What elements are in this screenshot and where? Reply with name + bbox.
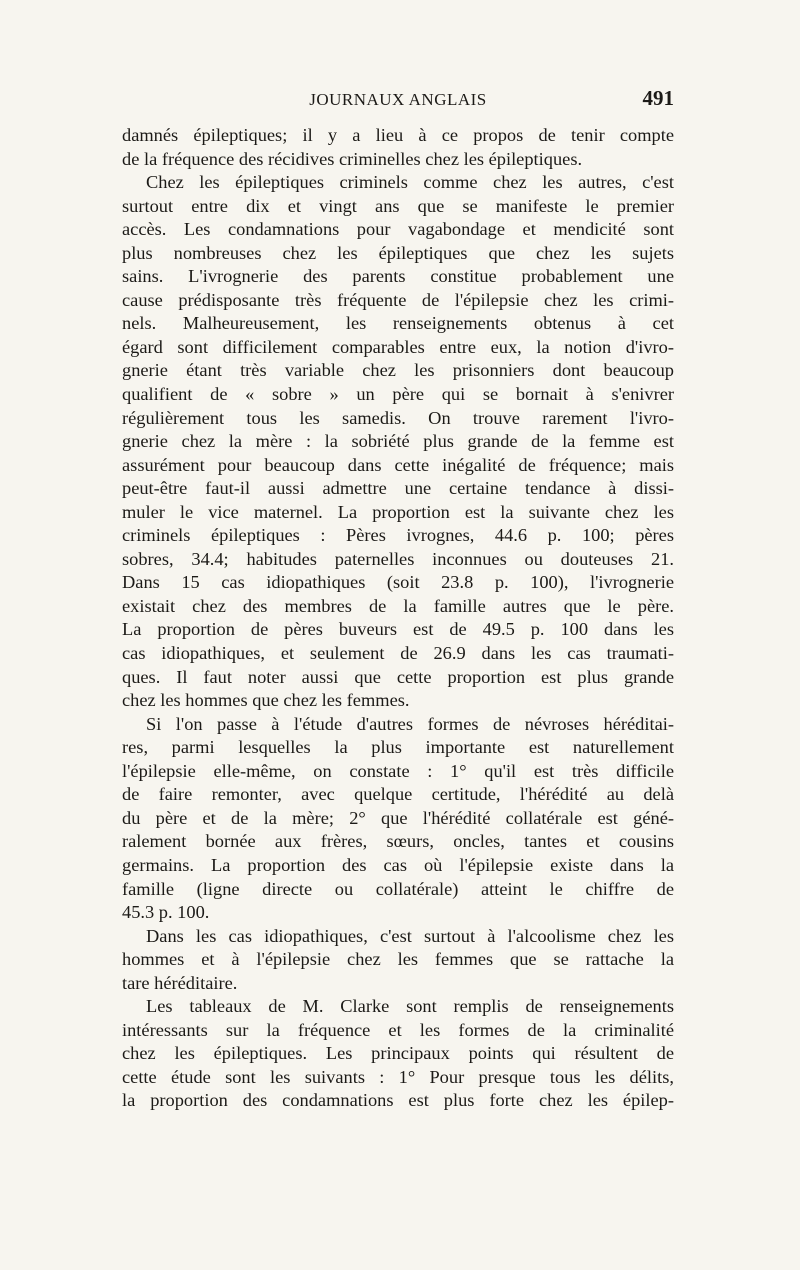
text-line: du père et de la mère; 2° que l'hérédité collatérale est géné-: [122, 807, 674, 828]
text-line: tare héréditaire.: [122, 972, 238, 993]
text-line: gnerie étant très variable chez les prisonniers dont beaucoup: [122, 360, 674, 381]
text-line: de la fréquence des récidives criminelles chez les épileptiques.: [122, 148, 583, 169]
text-line: ques. Il faut noter aussi que cette proportion est plus grande: [122, 666, 674, 687]
text-line: la proportion des condamnations est plus forte chez les épilep-: [122, 1090, 674, 1111]
text-line: criminels épileptiques : Pères ivrognes, 44.6 p. 100; pères: [122, 525, 674, 546]
text-line: cette étude sont les suivants : 1° Pour presque tous les délits,: [122, 1066, 674, 1087]
text-line: famille (ligne directe ou collatérale) atteint le chiffre de: [122, 878, 674, 899]
text-line: Si l'on passe à l'étude d'autres formes de névroses héréditai-: [146, 713, 674, 734]
text-line: cas idiopathiques, et seulement de 26.9 dans les cas traumati-: [122, 643, 674, 664]
text-line: damnés épileptiques; il y a lieu à ce propos de tenir compte: [122, 125, 674, 145]
text-line: cause prédisposante très fréquente de l'épilepsie chez les crimi-: [122, 289, 674, 310]
text-line: germains. La proportion des cas où l'épilepsie existe dans la: [122, 854, 674, 875]
text-line: plus nombreuses chez les épileptiques que chez les sujets: [122, 242, 674, 263]
text-line: chez les hommes que chez les femmes.: [122, 690, 410, 711]
text-line: hommes et à l'épilepsie chez les femmes que se rattache la: [122, 949, 674, 970]
page-header: [122, 86, 674, 114]
text-line: peut-être faut-il aussi admettre une certaine tendance à dissi-: [122, 478, 674, 499]
text-line: Dans les cas idiopathiques, c'est surtout à l'alcoolisme chez les: [146, 925, 674, 946]
text-line: gnerie chez la mère : la sobriété plus grande de la femme est: [122, 431, 674, 452]
text-line: surtout entre dix et vingt ans que se manifeste le premier: [122, 195, 674, 216]
text-line: ralement bornée aux frères, sœurs, oncles, tantes et cousins: [122, 831, 674, 852]
text-line: égard sont difficilement comparables entre eux, la notion d'ivro-: [122, 336, 674, 357]
running-title: JOURNAUX ANGLAIS: [309, 90, 487, 109]
page-number: 491: [642, 86, 674, 110]
text-line: de faire remonter, avec quelque certitude, l'hérédité au delà: [122, 784, 674, 805]
text-line: La proportion de pères buveurs est de 49.5 p. 100 dans les: [122, 619, 674, 640]
text-line: sobres, 34.4; habitudes paternelles inconnues ou douteuses 21.: [122, 548, 674, 569]
text-line: 45.3 p. 100.: [122, 902, 210, 923]
text-line: res, parmi lesquelles la plus importante est naturellement: [122, 737, 674, 758]
text-line: l'épilepsie elle-même, on constate : 1° qu'il est très difficile: [122, 760, 674, 781]
text-line: Dans 15 cas idiopathiques (soit 23.8 p. 100), l'ivrognerie: [122, 572, 674, 593]
text-line: Chez les épileptiques criminels comme chez les autres, c'est: [146, 172, 674, 193]
text-line: intéressants sur la fréquence et les formes de la criminalité: [122, 1019, 674, 1040]
text-line: assurément pour beaucoup dans cette inégalité de fréquence; mais: [122, 454, 674, 475]
text-line: existait chez des membres de la famille autres que le père.: [122, 595, 674, 616]
text-line: sains. L'ivrognerie des parents constitue probablement une: [122, 266, 674, 287]
text-line: qualifient de « sobre » un père qui se bornait à s'enivrer: [122, 384, 674, 405]
text-line: chez les épileptiques. Les principaux points qui résultent de: [122, 1043, 674, 1064]
text-line: Les tableaux de M. Clarke sont remplis de renseignements: [146, 996, 674, 1017]
text-line: muler le vice maternel. La proportion est la suivante chez les: [122, 501, 674, 522]
text-line: régulièrement tous les samedis. On trouve rarement l'ivro-: [122, 407, 674, 428]
text-line: accès. Les condamnations pour vagabondage et mendicité sont: [122, 219, 674, 240]
text-line: nels. Malheureusement, les renseignements obtenus à cet: [122, 313, 674, 334]
body-text: [122, 124, 674, 1113]
